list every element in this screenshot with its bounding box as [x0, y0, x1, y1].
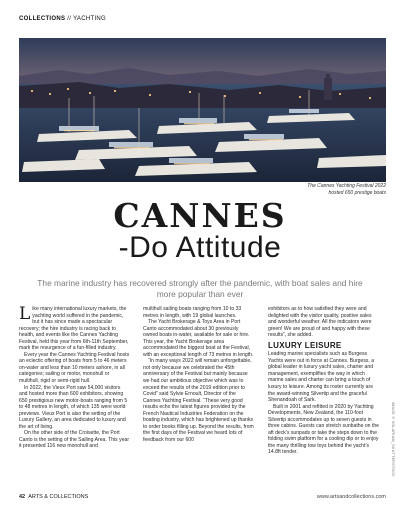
footer-section: ARTS & COLLECTIONS [28, 494, 89, 500]
body-paragraph: On the other side of the Croisette, the Port Canto is the setting of the Sailing Area. This year it presented 116 new monohull and [19, 430, 130, 450]
image-credit [389, 402, 397, 492]
body-paragraph: Every year the Cannes Yachting Festival hosts an eclectic offering of boats from 5 to 46 meters on-water and less than 10 meters ashore, in all categories; sailing or motor, monohull or multihull, rigid or semi-rigid hull. [19, 351, 130, 385]
article-column-3 [268, 306, 379, 456]
body-paragraph [19, 306, 130, 352]
body-paragraph: The Yacht Brokerage & Toys Area in Port Canto accommodated about 30 previously owned boats in-water, available for sale or hire. This year, the Yacht Brokerage area accommodated the biggest boat at the Festival, with an exceptional length of 73 metres in length. [143, 319, 254, 358]
harbour-photo [19, 38, 386, 182]
section-label-rest: // YACHTING [65, 16, 107, 22]
body-paragraph: “In many ways 2022 will remain unforgettable, not only because we celebrated the 45th anniversary of the Festival but mainly because we had our ambitious objective which was to exceed the results of the 2019 edition prior to Covid” said Sylvie Ernoult, Director of the Cannes Yachting Festival. “These very good results echo the latest figures provided by the French Nautical Industries Federation on the boating industry, which has brightened up thanks to order books filling up. Beyond the results, from the first days of the Festival we heard lots of feedback from our 600 [143, 358, 254, 443]
body-paragraph-text: ike many international luxury markets, the yachting world suffered in the pandemic, but it has since made a spectacular recovery; the hire industry is racing back to health, and events like the Cannes Yachting Festival, held this year from 6th-11th September, mark the resurgence of a fun-filled industry. [19, 306, 129, 352]
article-title: CANNES [113, 196, 287, 235]
article-column-2 [143, 306, 254, 443]
drop-cap: L [19, 304, 31, 324]
section-subheading: LUXURY LEISURE [268, 340, 342, 350]
body-paragraph: Leading marine specialists such as Burgess Yachts were out in force at Cannes. Burgess, a global leader in luxury yacht sales, charter and management, exemplifies the way in which marine sales and charter can bring a touch of luxury to leisure. Among its roster currently are the award-winning Silvertip and the graceful Shenandoah of Sark. [268, 351, 375, 404]
article-subtitle: -Do Attitude [118, 231, 282, 264]
section-label-bold: COLLECTIONS [19, 16, 66, 22]
body-paragraph: exhibitors as to how satisfied they were and delighted with the visitor quality, positive sales and wonderful weather. All the indicators were green! We are proud of and happy with these results”, she added. [268, 306, 372, 339]
image-credit-text: IMAGE © SOLARIUM_SHUTTERSTOCK [391, 402, 395, 477]
page-footer [19, 494, 386, 502]
article-body [19, 306, 386, 484]
footer-left [19, 494, 88, 500]
section-label [19, 16, 106, 22]
standfirst: The marine industry has recovered strongly after the pandemic, with boat sales and hire more popular than ever [37, 278, 363, 299]
page-number: 42 [19, 494, 26, 500]
article-column-1 [19, 306, 130, 450]
body-paragraph: In 2022, the Vieux Port saw 54,000 visitors and hosted more than 600 exhibitors, showing 650 prestigious new motor-boats ranging from 5 to 48 metres in length, of which 135 were world previews. Vieux Port is also the setting of the Luxury Gallery, an area dedicated to luxury and the art of living. [19, 384, 128, 430]
body-paragraph: Built in 2001 and refitted in 2020 by Yachting Developments, New Zealand, the 110-foot Silvertip accommodates up to seven guests in three cabins. Guests can stretch sunbathe on the aft deck’s sunpads or take the steps down to the folding swim platform for a cooling dip or to enjoy the many thrilling tow toys behind the yacht’s 14.8ft tender. [268, 403, 379, 456]
body-paragraph: multihull sailing boats ranging from 10 to 33 metres in length, with 19 global launches. [143, 306, 242, 319]
harbour-photo-illustration [19, 38, 386, 182]
footer-url[interactable]: www.artsandcollections.com [316, 494, 386, 500]
photo-caption: The Cannes Yachting Festival 2022 hosted 650 prestige boats [307, 183, 386, 196]
